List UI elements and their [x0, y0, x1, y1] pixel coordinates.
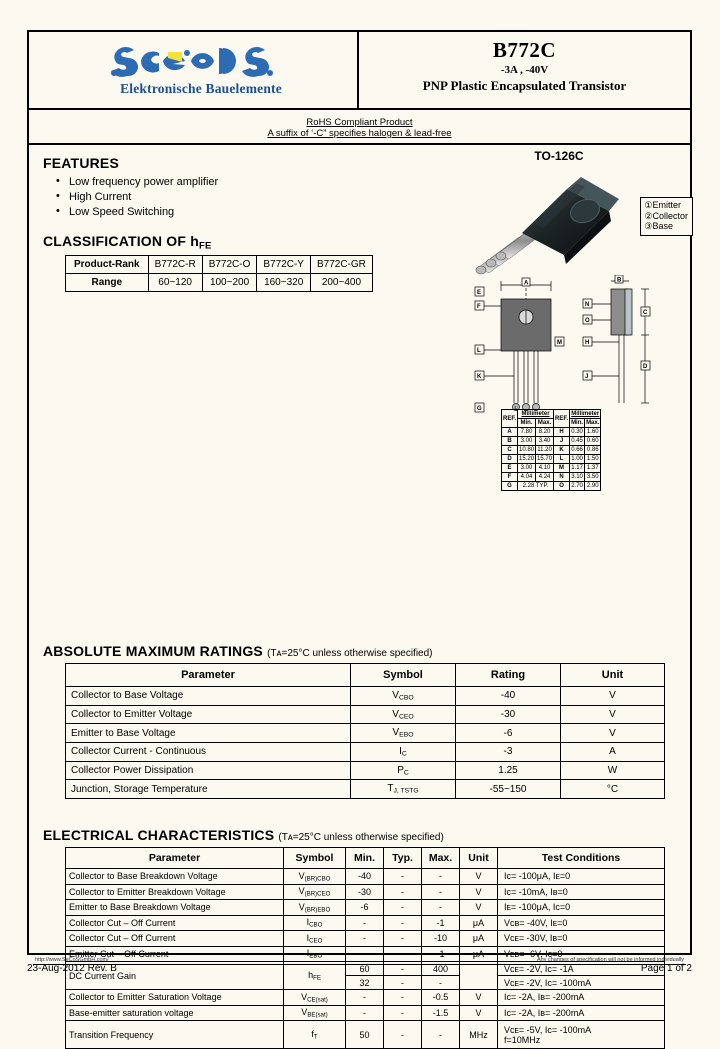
cell-parameter: DC Current Gain: [66, 962, 284, 990]
classification-title: [43, 233, 463, 251]
cell: M: [554, 464, 570, 473]
cell: 100~200: [202, 274, 257, 292]
page-body: [29, 145, 690, 1045]
cell-symbol: $V_{BE(sat)}$: [284, 1005, 346, 1021]
cell-unit: MHz: [460, 1021, 498, 1049]
cell: O: [554, 482, 570, 491]
cell-rating: -3: [456, 743, 561, 762]
cell-rating: -40: [456, 687, 561, 706]
cell: 3.50: [585, 473, 601, 482]
svg-text:N: N: [585, 302, 590, 308]
cell: K: [554, 446, 570, 455]
col-unit: Unit: [561, 664, 665, 687]
page-number: Page 1 of 2: [640, 963, 692, 974]
cell-parameter: Base-emitter saturation voltage: [66, 1005, 284, 1021]
cell-typ: -: [384, 1005, 422, 1021]
cell-symbol: $I_{EBO}$: [284, 946, 346, 962]
cell-typ: -: [384, 915, 422, 931]
table-row: [502, 437, 601, 446]
table-row: [66, 915, 665, 931]
cell-parameter: Collector Cut – Off Current: [66, 931, 284, 947]
pin-3: ③Base: [644, 221, 673, 231]
cell-min: -: [346, 931, 384, 947]
cell-parameter: Transition Frequency: [66, 1021, 284, 1049]
cell-min: -30: [346, 884, 384, 900]
table-row: [66, 780, 665, 799]
ratings-table: [65, 663, 665, 799]
svg-text:M: M: [557, 340, 562, 346]
cell-parameter: Collector Power Dissipation: [66, 761, 351, 780]
ratings-condition: (Tᴀ=25°C unless otherwise specified): [267, 648, 433, 659]
electrical-condition: (Tᴀ=25°C unless otherwise specified): [278, 832, 444, 843]
svg-text:J: J: [585, 374, 589, 380]
cell-rating: 1.25: [456, 761, 561, 780]
cell-parameter: Collector Cut – Off Current: [66, 915, 284, 931]
cell-symbol: $V_{CE(sat)}$: [284, 990, 346, 1006]
cell-max: -10: [422, 931, 460, 947]
features-list: [43, 175, 373, 220]
secos-logo: [101, 40, 301, 97]
svg-text:G: G: [477, 406, 482, 412]
row-label: Product-Rank: [66, 256, 149, 274]
cond-line2: f=10MHz: [504, 1034, 541, 1045]
cell-min: -40: [346, 869, 384, 885]
cell-max: -1: [422, 946, 460, 962]
cell-min: -: [346, 1005, 384, 1021]
cell: 3.40: [536, 437, 554, 446]
cell: 0.60: [585, 437, 601, 446]
table-row: [66, 1021, 665, 1049]
table-row: [66, 900, 665, 916]
cell: B772C-R: [148, 256, 202, 274]
cell-max: -: [422, 900, 460, 916]
cell-symbol: $V_{CBO}$: [351, 687, 456, 706]
col-min: Min.: [346, 848, 384, 869]
cell: H: [554, 428, 570, 437]
cell-conditions: Iᴄ= -2A, Iʙ= -200mA: [498, 1005, 665, 1021]
col-unit: Unit: [460, 848, 498, 869]
cell-symbol: $V_{(BR)EBO}$: [284, 900, 346, 916]
table-row: [502, 473, 601, 482]
table-row: [502, 446, 601, 455]
pin-2: ②Collector: [644, 210, 688, 221]
cell: F: [502, 473, 518, 482]
ratings-title-text: ABSOLUTE MAXIMUM RATINGS: [43, 643, 263, 659]
cell: A: [502, 428, 518, 437]
svg-text:F: F: [477, 304, 481, 310]
col-max2: Max.: [586, 420, 600, 426]
svg-text:D: D: [643, 364, 648, 370]
cell-unit: μA: [460, 946, 498, 962]
cell-conditions: Iᴄ= -10mA, Iʙ=0: [498, 884, 665, 900]
electrical-title-text: ELECTRICAL CHARACTERISTICS: [43, 827, 275, 843]
package-section: [459, 149, 689, 489]
cell: 200~400: [310, 274, 372, 292]
cell-max: 400: [422, 962, 460, 976]
classification-table: [65, 255, 373, 292]
cell-conditions: Vᴄʙ= -40V, Iᴇ=0: [498, 915, 665, 931]
cell: 3.10: [571, 474, 583, 480]
col-symbol: Symbol: [284, 848, 346, 869]
cell-conditions: Iᴇ= -100μA, Iᴄ=0: [498, 900, 665, 916]
cell: N: [554, 473, 570, 482]
cell: 1.60: [585, 428, 601, 437]
cell: 1.50: [585, 455, 601, 464]
cell-unit: μA: [460, 915, 498, 931]
ratings-title: [43, 643, 675, 659]
cell-unit: V: [561, 724, 665, 743]
cell-symbol: $T_{J, TSTG}$: [351, 780, 456, 799]
dimension-table: [501, 409, 601, 491]
cell-max: -: [422, 976, 460, 990]
cell: L: [554, 455, 570, 464]
col-parameter: Parameter: [66, 664, 351, 687]
cell-parameter: Collector to Emitter Voltage: [66, 705, 351, 724]
col-parameter: Parameter: [66, 848, 284, 869]
part-number: B772C: [492, 38, 557, 62]
table-row: [66, 869, 665, 885]
cell-min: -: [346, 990, 384, 1006]
cell: 160~320: [257, 274, 311, 292]
cell-parameter: Emitter Cut – Off Current: [66, 946, 284, 962]
cell-typ: -: [384, 884, 422, 900]
cell: J: [554, 437, 570, 446]
table-row: [66, 274, 373, 292]
cell-max: -: [422, 1021, 460, 1049]
cond-line1: Vᴄᴇ= -5V, Iᴄ= -100mA: [504, 1024, 592, 1035]
cell: 8.20: [536, 428, 554, 437]
svg-text:B: B: [617, 277, 622, 284]
cell-conditions: Vᴄᴇ= -2V, Iᴄ= -100mA: [498, 976, 665, 990]
cell-symbol: $V_{CEO}$: [351, 705, 456, 724]
cell: 4.04: [518, 473, 536, 482]
footer-disclaimer: Any changes of specification will not be informed individually: [536, 957, 684, 963]
cell: B772C-GR: [310, 256, 372, 274]
cell-conditions: Iᴄ= -100μA, Iᴇ=0: [498, 869, 665, 885]
cell-typ: -: [384, 900, 422, 916]
cell: 1.17: [571, 465, 583, 471]
svg-text:H: H: [585, 340, 590, 346]
col-min2: Min.: [571, 420, 584, 426]
cell: 0.30: [571, 429, 583, 435]
cell-unit: V: [561, 705, 665, 724]
table-header-row: [66, 664, 665, 687]
cell-conditions: Vᴄᴇ= -30V, Iʙ=0: [498, 931, 665, 947]
cell-symbol: $I_{CEO}$: [284, 931, 346, 947]
list-item: • Low frequency power amplifier: [69, 175, 373, 190]
cell-rating: -30: [456, 705, 561, 724]
pin-legend: [640, 197, 693, 236]
table-row: [66, 705, 665, 724]
classification-title-main: CLASSIFICATION OF h: [43, 233, 199, 249]
table-row: [502, 410, 601, 419]
svg-text:①: ①: [514, 405, 518, 410]
svg-text:E: E: [477, 290, 482, 296]
cell-min: 50: [346, 1021, 384, 1049]
table-row: [502, 455, 601, 464]
cell-conditions: Vᴇʙ= -6V, Iᴄ=0: [498, 946, 665, 962]
cell-parameter: Emitter to Base Voltage: [66, 724, 351, 743]
cell-min: 60: [346, 962, 384, 976]
table-row: [66, 256, 373, 274]
col-typ: Typ.: [384, 848, 422, 869]
logo-subtitle: Elektronische Bauelemente: [120, 81, 282, 96]
cell-unit: °C: [561, 780, 665, 799]
cell-max: -: [422, 884, 460, 900]
electrical-table: [65, 847, 665, 1049]
cell-min: -6: [346, 900, 384, 916]
cell: B772C-Y: [257, 256, 311, 274]
cell-typ: -: [384, 931, 422, 947]
table-row: [66, 687, 665, 706]
ratings-section: [43, 643, 675, 799]
col-max: Max.: [422, 848, 460, 869]
cell-parameter: Collector to Emitter Saturation Voltage: [66, 990, 284, 1006]
cell: 2.70: [571, 483, 583, 489]
cell: 1.37: [585, 464, 601, 473]
classification-title-sub: FE: [198, 240, 212, 252]
mechanical-drawing: [467, 275, 682, 420]
footer-url[interactable]: http://www.SeCoSGmbH.com/: [35, 957, 109, 963]
cell-unit: W: [561, 761, 665, 780]
cell-unit: V: [460, 1005, 498, 1021]
cell: 10.80: [519, 447, 535, 453]
revision-text: 23-Aug-2012 Rev. B: [27, 963, 117, 974]
table-header-row: [66, 848, 665, 869]
col-mm2: Millimeter: [571, 411, 600, 417]
cell-unit: μA: [460, 931, 498, 947]
cell: E: [502, 464, 518, 473]
cell: 11.20: [537, 447, 552, 453]
features-section: [43, 155, 373, 220]
cell: 3.00: [518, 464, 536, 473]
table-row: [502, 482, 601, 491]
features-title: FEATURES: [43, 155, 120, 171]
svg-text:A: A: [524, 280, 529, 287]
pin-1: ①Emitter: [644, 200, 681, 210]
cell: 0.66: [571, 447, 583, 453]
package-artwork: [459, 163, 689, 413]
cell-max: -0.5: [422, 990, 460, 1006]
part-ratings: -3A , -40V: [500, 64, 549, 76]
table-row: [502, 428, 601, 437]
cell-symbol: $f_T$: [284, 1021, 346, 1049]
cell: 4.24: [536, 473, 554, 482]
package-title: TO-126C: [534, 149, 584, 163]
cell-parameter: Collector to Base Voltage: [66, 687, 351, 706]
cell: B772C-O: [202, 256, 257, 274]
cell: 2.28 TYP.: [518, 482, 554, 491]
cell-parameter: Collector Current - Continuous: [66, 743, 351, 762]
part-description: PNP Plastic Encapsulated Transistor: [422, 78, 627, 93]
cell-symbol: $I_{CBO}$: [284, 915, 346, 931]
cell: C: [502, 446, 518, 455]
table-row: [66, 1005, 665, 1021]
cell-symbol: $I_C$: [351, 743, 456, 762]
table-row: [66, 931, 665, 947]
cell-max: -1.5: [422, 1005, 460, 1021]
page-footer: [27, 963, 692, 974]
cell-max: -1: [422, 915, 460, 931]
page-header: [29, 32, 690, 110]
classification-section: [43, 233, 463, 292]
electrical-title: [43, 827, 675, 843]
cell-conditions: Vᴄᴇ= -2V, Iᴄ= -1A: [498, 962, 665, 976]
cell: 4.10: [536, 464, 554, 473]
cell-min: 32: [346, 976, 384, 990]
cell-typ: -: [384, 869, 422, 885]
col-mm: Millimeter: [518, 410, 554, 419]
cell-unit: V: [561, 687, 665, 706]
cell: 15.70: [537, 456, 553, 462]
cell: 15.20: [519, 456, 535, 462]
col-rating: Rating: [456, 664, 561, 687]
col-max: Max.: [536, 419, 554, 428]
logo-block: [29, 32, 359, 108]
cell: 7.80: [518, 428, 536, 437]
col-test-conditions: Test Conditions: [498, 848, 665, 869]
cell-symbol: $V_{(BR)CEO}$: [284, 884, 346, 900]
col-min: Min.: [518, 419, 536, 428]
cell-typ: -: [384, 1021, 422, 1049]
cell-parameter: Junction, Storage Temperature: [66, 780, 351, 799]
cell: G: [502, 482, 518, 491]
table-row: [502, 464, 601, 473]
cell-typ: -: [384, 962, 422, 976]
col-ref: REF.: [502, 410, 518, 428]
table-row: [66, 743, 665, 762]
cell: 60~120: [148, 274, 202, 292]
cell: 0.86: [585, 446, 601, 455]
cell-unit: V: [460, 869, 498, 885]
cell-symbol: $P_C$: [351, 761, 456, 780]
cell-conditions: [498, 1021, 665, 1049]
col-symbol: Symbol: [351, 664, 456, 687]
secos-logo-mark: [101, 40, 301, 80]
cell-typ: -: [384, 990, 422, 1006]
part-title-block: [359, 32, 690, 108]
cell-min: -: [346, 946, 384, 962]
cell-unit: V: [460, 900, 498, 916]
cell: 3.00: [518, 437, 536, 446]
cell-parameter: Collector to Emitter Breakdown Voltage: [66, 884, 284, 900]
table-row: [66, 884, 665, 900]
table-row: [66, 761, 665, 780]
cell-unit: V: [460, 990, 498, 1006]
cell-unit: V: [460, 884, 498, 900]
cell-symbol: $h_{FE}$: [284, 962, 346, 990]
rohs-banner: [29, 110, 690, 145]
cell-typ: -: [384, 946, 422, 962]
cell-min: -: [346, 915, 384, 931]
col-ref2: REF.: [554, 410, 570, 428]
rohs-line2: A suffix of ‘-C” specifies halogen & lead-free: [267, 128, 452, 139]
cell-typ: -: [384, 976, 422, 990]
cell: B: [502, 437, 518, 446]
cell-parameter: Collector to Base Breakdown Voltage: [66, 869, 284, 885]
cell-symbol: $V_{(BR)CBO}$: [284, 869, 346, 885]
svg-text:K: K: [477, 374, 482, 380]
cell-parameter: Emitter to Base Breakdown Voltage: [66, 900, 284, 916]
svg-text:C: C: [643, 310, 648, 316]
cell-max: -: [422, 869, 460, 885]
electrical-section: [43, 827, 675, 1049]
cell-unit: A: [561, 743, 665, 762]
secos-wordmark-icon: [111, 40, 291, 80]
svg-text:L: L: [477, 348, 481, 354]
table-row: [66, 990, 665, 1006]
cell: 0.45: [571, 438, 583, 444]
list-item: • Low Speed Switching: [69, 205, 373, 220]
cell-conditions: Iᴄ= -2A, Iʙ= -200mA: [498, 990, 665, 1006]
table-row: [66, 724, 665, 743]
rohs-line1: RoHS Compliant Product: [306, 117, 413, 128]
cell-rating: -6: [456, 724, 561, 743]
cell-rating: -55~150: [456, 780, 561, 799]
cell: D: [502, 455, 518, 464]
cell: 1.00: [571, 456, 583, 462]
row-label: Range: [66, 274, 149, 292]
svg-text:O: O: [585, 318, 590, 324]
cell-symbol: $V_{EBO}$: [351, 724, 456, 743]
list-item: • High Current: [69, 190, 373, 205]
cell: 2.90: [585, 482, 601, 491]
